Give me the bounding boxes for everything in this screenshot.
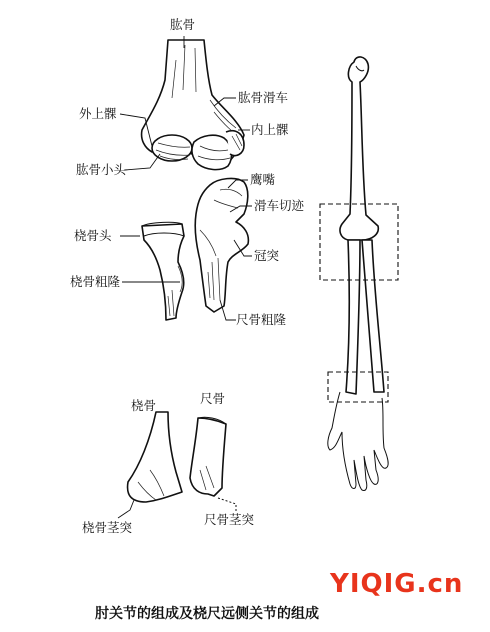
proximal-ulna-drawing xyxy=(195,178,248,312)
label-radial-tuberosity: 桡骨粗隆 xyxy=(70,274,121,289)
distal-forearm-drawing xyxy=(128,412,226,502)
figure-caption: 肘关节的组成及桡尺远侧关节的组成 xyxy=(95,606,319,622)
label-ulnar-styloid: 尺骨茎突 xyxy=(204,512,255,527)
label-medial-epicondyle: 内上髁 xyxy=(251,122,289,137)
label-radius: 桡骨 xyxy=(131,398,157,413)
humerus-drawing xyxy=(142,40,244,170)
proximal-radius-drawing xyxy=(142,222,184,320)
label-trochlea: 肱骨滑车 xyxy=(238,90,289,105)
label-lateral-epicondyle: 外上髁 xyxy=(79,106,117,121)
label-radial-styloid: 桡骨茎突 xyxy=(82,520,133,535)
label-humerus: 肱骨 xyxy=(170,17,196,32)
label-coronoid-process: 冠突 xyxy=(254,248,280,263)
label-ulna: 尺骨 xyxy=(200,391,226,406)
label-trochlear-notch: 滑车切迹 xyxy=(254,198,305,213)
label-olecranon: 鹰嘴 xyxy=(250,172,276,187)
label-capitulum: 肱骨小头 xyxy=(76,162,127,177)
watermark: YIQIG.cn xyxy=(330,569,464,599)
label-radial-head: 桡骨头 xyxy=(74,228,112,243)
full-arm-drawing xyxy=(320,57,398,491)
label-ulnar-tuberosity: 尺骨粗隆 xyxy=(236,312,287,327)
